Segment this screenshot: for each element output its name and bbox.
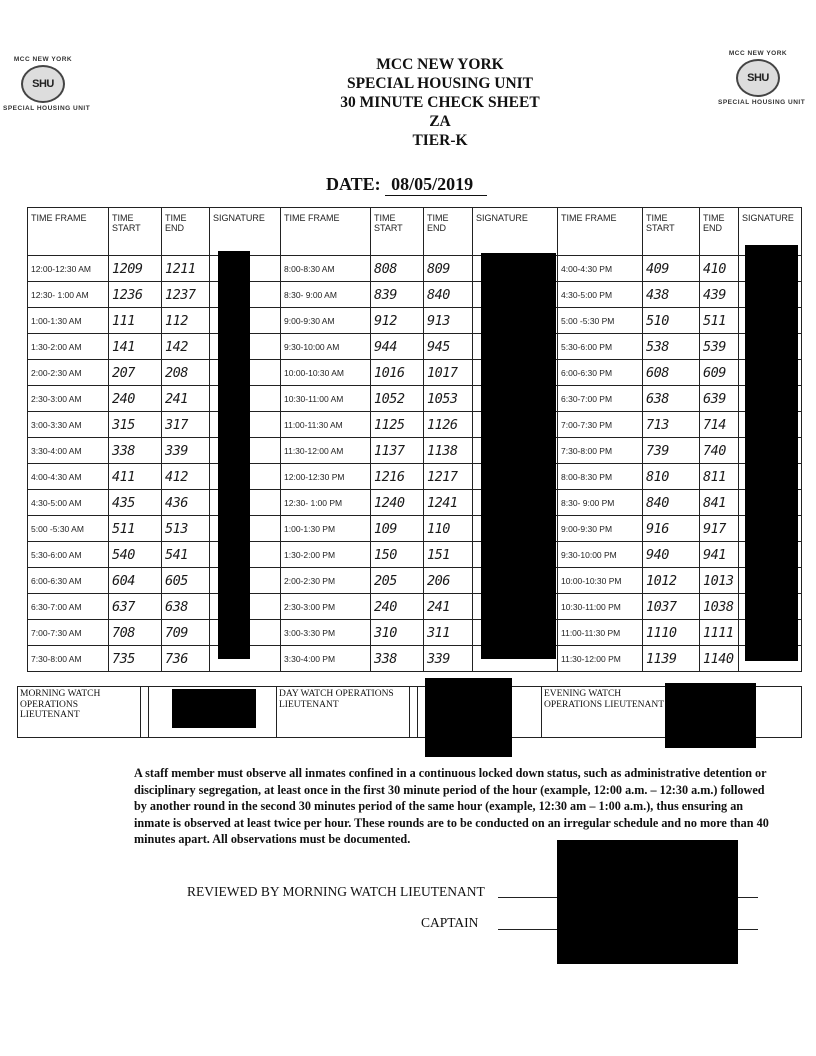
time-start: 409 bbox=[643, 256, 700, 282]
time-frame: 12:00-12:30 PM bbox=[281, 464, 371, 490]
time-end: 913 bbox=[424, 308, 473, 334]
header-tier: TIER-K bbox=[412, 132, 468, 149]
time-start: 240 bbox=[371, 594, 424, 620]
time-frame: 7:30-8:00 AM bbox=[28, 646, 109, 672]
table-row bbox=[28, 516, 802, 542]
table-header-row bbox=[28, 208, 802, 256]
time-end: 541 bbox=[162, 542, 210, 568]
time-start: 637 bbox=[109, 594, 162, 620]
header-unit: SPECIAL HOUSING UNIT bbox=[346, 75, 534, 92]
table-row bbox=[28, 594, 802, 620]
table-row bbox=[28, 568, 802, 594]
time-frame: 3:30-4:00 PM bbox=[281, 646, 371, 672]
time-frame: 4:30-5:00 PM bbox=[558, 282, 643, 308]
time-frame: 8:00-8:30 PM bbox=[558, 464, 643, 490]
time-end: 241 bbox=[424, 594, 473, 620]
shu-seal-icon bbox=[21, 65, 65, 103]
time-frame: 7:30-8:00 PM bbox=[558, 438, 643, 464]
time-end: 1053 bbox=[424, 386, 473, 412]
time-start: 1125 bbox=[371, 412, 424, 438]
time-start: 338 bbox=[109, 438, 162, 464]
time-frame: 9:00-9:30 PM bbox=[558, 516, 643, 542]
time-end: 1126 bbox=[424, 412, 473, 438]
time-frame: 11:30-12:00 AM bbox=[281, 438, 371, 464]
time-end: 811 bbox=[700, 464, 739, 490]
time-frame: 12:30- 1:00 AM bbox=[28, 282, 109, 308]
time-frame: 12:00-12:30 AM bbox=[28, 256, 109, 282]
shu-seal-icon bbox=[736, 59, 780, 97]
logo-bottom-text: SPECIAL HOUSING UNIT bbox=[3, 105, 91, 112]
time-frame: 3:00-3:30 PM bbox=[281, 620, 371, 646]
time-start: 141 bbox=[109, 334, 162, 360]
time-start: 1236 bbox=[109, 282, 162, 308]
time-frame: 4:30-5:00 AM bbox=[28, 490, 109, 516]
time-end: 605 bbox=[162, 568, 210, 594]
time-start: 315 bbox=[109, 412, 162, 438]
time-start: 810 bbox=[643, 464, 700, 490]
day-watch-label: DAY WATCH OPERATIONS LIEUTENANT bbox=[277, 687, 410, 738]
header-sheet-title: 30 MINUTE CHECK SHEET bbox=[340, 94, 540, 111]
table-row bbox=[28, 308, 802, 334]
column-header: TIME START bbox=[643, 208, 700, 256]
instructions-paragraph: A staff member must observe all inmates confined in a continuous locked down status, such as administrative detention or disciplinary segregation, at least once in the first 30 minute period of the hour (example, 12:00 a.m. – 12:30 a.m.) followed by another round in the second 30 minutes period of the same hour (example, 12:30 am – 1:00 a.m.), thus ensuring an inmate is observed at least twice per hour. These rounds are to be conducted on an irregular schedule and no more than 40 minutes apart. All observations must be documented. bbox=[134, 766, 769, 847]
time-start: 310 bbox=[371, 620, 424, 646]
time-start: 940 bbox=[643, 542, 700, 568]
table-row bbox=[28, 438, 802, 464]
morning-watch-label: MORNING WATCH OPERATIONS LIEUTENANT bbox=[18, 687, 141, 738]
time-start: 708 bbox=[109, 620, 162, 646]
spacer-cell bbox=[410, 687, 418, 738]
date-line bbox=[326, 174, 487, 196]
time-start: 1139 bbox=[643, 646, 700, 672]
time-end: 736 bbox=[162, 646, 210, 672]
time-end: 609 bbox=[700, 360, 739, 386]
column-header: TIME END bbox=[700, 208, 739, 256]
time-frame: 11:00-11:30 PM bbox=[558, 620, 643, 646]
time-end: 1111 bbox=[700, 620, 739, 646]
evening-watch-label: EVENING WATCH OPERATIONS LIEUTENANT bbox=[542, 687, 675, 738]
time-frame: 7:00-7:30 PM bbox=[558, 412, 643, 438]
time-end: 941 bbox=[700, 542, 739, 568]
time-frame: 5:30-6:00 AM bbox=[28, 542, 109, 568]
time-frame: 5:30-6:00 PM bbox=[558, 334, 643, 360]
time-end: 639 bbox=[700, 386, 739, 412]
time-start: 604 bbox=[109, 568, 162, 594]
time-end: 709 bbox=[162, 620, 210, 646]
time-end: 142 bbox=[162, 334, 210, 360]
time-start: 207 bbox=[109, 360, 162, 386]
time-start: 912 bbox=[371, 308, 424, 334]
header-facility: MCC NEW YORK bbox=[376, 56, 504, 73]
time-end: 917 bbox=[700, 516, 739, 542]
time-start: 511 bbox=[109, 516, 162, 542]
time-end: 513 bbox=[162, 516, 210, 542]
time-start: 240 bbox=[109, 386, 162, 412]
time-end: 208 bbox=[162, 360, 210, 386]
time-end: 539 bbox=[700, 334, 739, 360]
time-frame: 8:00-8:30 AM bbox=[281, 256, 371, 282]
time-start: 1037 bbox=[643, 594, 700, 620]
time-end: 151 bbox=[424, 542, 473, 568]
time-start: 411 bbox=[109, 464, 162, 490]
time-frame: 6:00-6:30 AM bbox=[28, 568, 109, 594]
time-start: 713 bbox=[643, 412, 700, 438]
time-frame: 6:30-7:00 PM bbox=[558, 386, 643, 412]
time-frame: 6:30-7:00 AM bbox=[28, 594, 109, 620]
table-row bbox=[28, 620, 802, 646]
table-row bbox=[28, 464, 802, 490]
time-end: 511 bbox=[700, 308, 739, 334]
time-end: 339 bbox=[424, 646, 473, 672]
time-frame: 7:00-7:30 AM bbox=[28, 620, 109, 646]
logo-top-text: MCC NEW YORK bbox=[13, 56, 73, 63]
time-end: 1211 bbox=[162, 256, 210, 282]
time-start: 839 bbox=[371, 282, 424, 308]
header-unit-code: ZA bbox=[429, 113, 451, 130]
time-start: 1052 bbox=[371, 386, 424, 412]
time-start: 205 bbox=[371, 568, 424, 594]
time-start: 608 bbox=[643, 360, 700, 386]
time-end: 809 bbox=[424, 256, 473, 282]
time-frame: 12:30- 1:00 PM bbox=[281, 490, 371, 516]
time-frame: 3:30-4:00 AM bbox=[28, 438, 109, 464]
time-frame: 3:00-3:30 AM bbox=[28, 412, 109, 438]
time-start: 538 bbox=[643, 334, 700, 360]
time-end: 112 bbox=[162, 308, 210, 334]
time-start: 944 bbox=[371, 334, 424, 360]
redaction-block bbox=[665, 683, 756, 748]
time-frame: 10:00-10:30 PM bbox=[558, 568, 643, 594]
column-header: TIME START bbox=[109, 208, 162, 256]
time-frame: 10:00-10:30 AM bbox=[281, 360, 371, 386]
time-frame: 9:30-10:00 AM bbox=[281, 334, 371, 360]
redaction-block bbox=[172, 689, 256, 728]
time-start: 735 bbox=[109, 646, 162, 672]
column-header: TIME FRAME bbox=[558, 208, 643, 256]
time-end: 436 bbox=[162, 490, 210, 516]
logo-top-text: MCC NEW YORK bbox=[728, 50, 788, 57]
time-end: 311 bbox=[424, 620, 473, 646]
time-end: 1038 bbox=[700, 594, 739, 620]
time-frame: 2:00-2:30 PM bbox=[281, 568, 371, 594]
time-end: 841 bbox=[700, 490, 739, 516]
time-start: 111 bbox=[109, 308, 162, 334]
time-start: 435 bbox=[109, 490, 162, 516]
date-label: DATE: bbox=[326, 174, 381, 194]
table-row bbox=[28, 256, 802, 282]
time-end: 1241 bbox=[424, 490, 473, 516]
time-frame: 11:00-11:30 AM bbox=[281, 412, 371, 438]
logo-bottom-text: SPECIAL HOUSING UNIT bbox=[718, 99, 806, 106]
time-start: 438 bbox=[643, 282, 700, 308]
redaction-block bbox=[481, 253, 556, 659]
check-table bbox=[27, 207, 802, 672]
time-frame: 2:00-2:30 AM bbox=[28, 360, 109, 386]
time-end: 110 bbox=[424, 516, 473, 542]
spacer-cell bbox=[141, 687, 149, 738]
table-row bbox=[28, 282, 802, 308]
time-start: 840 bbox=[643, 490, 700, 516]
time-end: 1013 bbox=[700, 568, 739, 594]
seal-text: SHU bbox=[747, 72, 769, 84]
time-end: 410 bbox=[700, 256, 739, 282]
captain-label: CAPTAIN bbox=[421, 915, 479, 930]
document-header bbox=[300, 55, 580, 150]
time-frame: 4:00-4:30 AM bbox=[28, 464, 109, 490]
column-header: TIME END bbox=[162, 208, 210, 256]
time-end: 1017 bbox=[424, 360, 473, 386]
time-frame: 11:30-12:00 PM bbox=[558, 646, 643, 672]
time-end: 439 bbox=[700, 282, 739, 308]
time-frame: 1:30-2:00 AM bbox=[28, 334, 109, 360]
time-frame: 6:00-6:30 PM bbox=[558, 360, 643, 386]
time-frame: 5:00 -5:30 AM bbox=[28, 516, 109, 542]
time-frame: 8:30- 9:00 PM bbox=[558, 490, 643, 516]
redaction-block bbox=[218, 251, 250, 659]
table-row bbox=[28, 542, 802, 568]
time-end: 412 bbox=[162, 464, 210, 490]
time-frame: 2:30-3:00 AM bbox=[28, 386, 109, 412]
time-start: 1209 bbox=[109, 256, 162, 282]
time-start: 109 bbox=[371, 516, 424, 542]
table-row bbox=[28, 490, 802, 516]
table-row bbox=[28, 386, 802, 412]
column-header: TIME FRAME bbox=[281, 208, 371, 256]
time-end: 840 bbox=[424, 282, 473, 308]
time-start: 638 bbox=[643, 386, 700, 412]
time-frame: 2:30-3:00 PM bbox=[281, 594, 371, 620]
time-end: 1140 bbox=[700, 646, 739, 672]
column-header: SIGNATURE bbox=[210, 208, 281, 256]
time-start: 540 bbox=[109, 542, 162, 568]
time-start: 808 bbox=[371, 256, 424, 282]
time-frame: 8:30- 9:00 AM bbox=[281, 282, 371, 308]
time-end: 339 bbox=[162, 438, 210, 464]
table-row bbox=[28, 412, 802, 438]
table-row bbox=[28, 646, 802, 672]
table-row bbox=[28, 334, 802, 360]
time-start: 1012 bbox=[643, 568, 700, 594]
redaction-block bbox=[557, 840, 738, 964]
time-end: 206 bbox=[424, 568, 473, 594]
time-frame: 9:00-9:30 AM bbox=[281, 308, 371, 334]
time-start: 1240 bbox=[371, 490, 424, 516]
time-start: 1216 bbox=[371, 464, 424, 490]
time-end: 1217 bbox=[424, 464, 473, 490]
time-end: 714 bbox=[700, 412, 739, 438]
time-frame: 1:00-1:30 AM bbox=[28, 308, 109, 334]
time-start: 1016 bbox=[371, 360, 424, 386]
time-frame: 10:30-11:00 AM bbox=[281, 386, 371, 412]
time-frame: 9:30-10:00 PM bbox=[558, 542, 643, 568]
time-frame: 10:30-11:00 PM bbox=[558, 594, 643, 620]
time-frame: 4:00-4:30 PM bbox=[558, 256, 643, 282]
time-end: 740 bbox=[700, 438, 739, 464]
column-header: TIME END bbox=[424, 208, 473, 256]
column-header: TIME START bbox=[371, 208, 424, 256]
column-header: SIGNATURE bbox=[473, 208, 558, 256]
column-header: SIGNATURE bbox=[739, 208, 802, 256]
time-end: 638 bbox=[162, 594, 210, 620]
time-start: 916 bbox=[643, 516, 700, 542]
time-frame: 1:30-2:00 PM bbox=[281, 542, 371, 568]
redaction-block bbox=[425, 678, 512, 757]
shu-logo-left bbox=[3, 56, 91, 126]
time-frame: 1:00-1:30 PM bbox=[281, 516, 371, 542]
time-frame: 5:00 -5:30 PM bbox=[558, 308, 643, 334]
time-start: 338 bbox=[371, 646, 424, 672]
time-start: 150 bbox=[371, 542, 424, 568]
time-start: 510 bbox=[643, 308, 700, 334]
time-end: 945 bbox=[424, 334, 473, 360]
time-end: 1138 bbox=[424, 438, 473, 464]
time-end: 317 bbox=[162, 412, 210, 438]
time-start: 739 bbox=[643, 438, 700, 464]
shu-logo-right bbox=[718, 50, 806, 120]
redaction-block bbox=[745, 245, 798, 661]
table-row bbox=[28, 360, 802, 386]
time-end: 241 bbox=[162, 386, 210, 412]
seal-text: SHU bbox=[32, 78, 54, 90]
time-start: 1110 bbox=[643, 620, 700, 646]
time-end: 1237 bbox=[162, 282, 210, 308]
reviewed-by-label: REVIEWED BY MORNING WATCH LIEUTENANT bbox=[187, 884, 485, 899]
date-value: 08/05/2019 bbox=[385, 174, 487, 196]
time-start: 1137 bbox=[371, 438, 424, 464]
column-header: TIME FRAME bbox=[28, 208, 109, 256]
